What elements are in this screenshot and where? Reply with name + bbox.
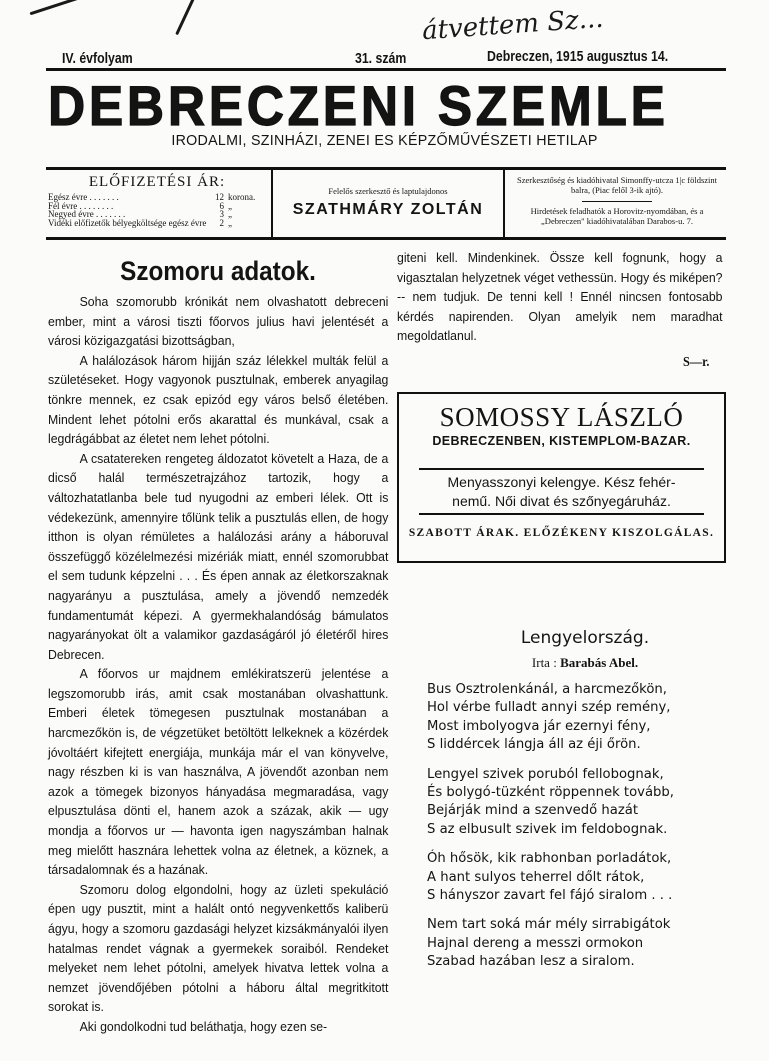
poem-line: Bus Osztrolenkánál, a harcmezőkön, — [427, 682, 667, 697]
subscription-box — [48, 174, 266, 236]
price-value: 12 — [215, 192, 224, 202]
volume-label: IV. évfolyam — [62, 50, 133, 67]
info-divider — [503, 170, 505, 237]
poem-stanza — [427, 916, 747, 971]
article-paragraph: giteni kell. Mindenkinek. Össze kell fognunk, hogy a vigasztalan helyzetnek véget vethessün. Hogy és miképen? -- nem tudjuk. De tenni kell ! Ennél nincsen fontosabb kérdés napirenden. Olyan amelyik nem maradhat megoldatlanul. — [397, 250, 723, 344]
article-paragraph: A főorvos ur majdnem emlékiratszerü jelentése a legszomorubb irás, amit csak mostanában olvashattunk. Emberi életek tömegesen pusztulnak mostanában a harcmezőkön is, de végzetüket betöltött lelkeknek a közérdek jóvoltáért kifejtett energiája, munkája már el van könyvelve, nagy részben ki is van használva, A jövendőt azonban nem azok a tömegek bizonyos hányadása megmaradása, vagy elpusztulása dönti el, hanem azok a százak, akik — ugy mondja a főorvos ur — havonta igen nagyszámban halnak meg mielőtt hasznára lehettek volna az életnek, a köznek, a társadalomnak és a hazának. — [48, 666, 389, 878]
subscription-title: ELŐFIZETÉSI ÁR: — [88, 174, 226, 190]
handwritten-stroke — [29, 0, 106, 15]
ad-location: DEBRECZENBEN, KISTEMPLOM-BAZAR. — [432, 434, 691, 448]
poem-line: Hajnal dereng a messzi ormokon — [427, 935, 644, 951]
poem-line: Lengyel szivek poruból fellobognak, — [427, 766, 664, 782]
article-title: Szomoru adatok. — [120, 256, 316, 286]
poem-line: Most imbolyogva jár ezernyi fény, — [427, 718, 651, 734]
article-paragraph: A csatatereken rengeteg áldozatot követelt a Haza, de a dicső halál természetrajzához tartozik, hogy a változhatatlanba bele tud nyugodni az emberi lélek. Ott is védekezünk, amennyire tőlünk telik a pusztulás ellen, de hogy itthon is olyan rémületes a halálozási arány a háboruval összefüggő közélelmezési mizériák miatt, ennél szomorubbat el sem tudunk képzelni . . . És épen annak az életkorszaknak nagyarányu a pusztulása, amely a jövendő nemzedék fundamentumát képezi. A gyermekhalandóság bámulatos nagyarányokat ölt a valamikor gazdaságáról jó életéről hires Debrecen. — [48, 450, 389, 662]
price-unit: „ — [228, 200, 232, 211]
article-paragraph: Soha szomorubb krónikát nem olvashatott debreceni ember, mint a városi tiszti főorvos julius havi jelentését a városi közigazgatási bizottságban, — [48, 294, 389, 349]
masthead-subtitle: IRODALMI, SZINHÁZI, ZENEI ES KÉPZŐMŰVÉSZETI HETILAP — [171, 132, 598, 149]
editor-label: Felelős szerkesztő és laptulajdonos — [328, 186, 448, 196]
info-divider — [271, 170, 273, 237]
poem-body — [427, 681, 747, 983]
article-signature: S—r. — [683, 353, 710, 369]
ad-footer: SZABOTT ÁRAK. ELŐZÉKENY KISZOLGÁLAS. — [408, 527, 715, 539]
place-date: Debreczen, 1915 augusztus 14. — [487, 48, 669, 65]
poem-line: S az elbusult szivek im feldobognak. — [427, 821, 668, 837]
poem-line: Bejárják mind a szenvedő hazát — [427, 803, 639, 819]
ad-description-line: nemű. Női divat és szőnyegáruház. — [452, 493, 671, 509]
price-label: Fél évre . . . . . . . . — [48, 200, 114, 211]
issue-number: 31. szám — [355, 50, 407, 67]
office-box — [508, 176, 726, 238]
ad-description-line: Menyasszonyi kelengye. Kész fehér- — [447, 474, 676, 490]
article-body — [48, 292, 388, 1037]
poem-line: Szabad hazában lesz a siralom. — [427, 954, 635, 970]
handwritten-note: átvettem Sz... — [421, 3, 605, 47]
price-label: Egész évre . . . . . . . — [48, 192, 119, 202]
poem-author: Barabás Abel. — [560, 655, 639, 670]
ad-description — [419, 468, 704, 515]
info-rule-top — [46, 167, 726, 170]
article-paragraph: Aki gondolkodni tud beláthatja, hogy ezen se- — [79, 1018, 328, 1034]
header-rule — [46, 68, 726, 71]
poem-line: S hányszor zavart fel fájó siralom . . . — [427, 888, 673, 904]
handwritten-stroke — [175, 0, 195, 35]
advertising-info: Hirdetések feladhatók a Horovitz-nyomdában, és a „Debreczen" kiadóhivatalában Darabos-u. 7. — [530, 206, 704, 226]
poem-line: S liddércek lángja áll az éji őrön. — [427, 737, 641, 753]
poem-title: Lengyelország. — [520, 628, 650, 648]
advertisement-box — [397, 392, 726, 563]
price-value: 6 — [219, 200, 224, 211]
poem-line: Nem tart soká már mély sirrabigátok — [427, 917, 671, 933]
article-continuation — [397, 248, 723, 372]
poem-stanza — [427, 850, 747, 905]
poem-author-line — [420, 655, 750, 671]
poem-stanza — [427, 681, 747, 755]
editor-box — [274, 172, 502, 234]
price-unit: „ — [228, 217, 232, 228]
poem-line: Hol vérbe fulladt annyi szép remény, — [427, 700, 671, 716]
editor-name: SZATHMÁRY ZOLTÁN — [292, 201, 484, 218]
poem-line: A hant sulyos teherrel dőlt rátok, — [427, 869, 645, 885]
price-unit: korona. — [228, 192, 256, 202]
poem-line: Óh hősök, kik rabhonban porladátok, — [427, 851, 672, 867]
price-value: 3 — [219, 209, 224, 219]
office-address: Szerkesztőség és kiadóhivatal Simonffy-utcza 1|c földszint balra, (Piac felől 3-ik ajtó). — [516, 175, 718, 195]
office-separator — [582, 201, 652, 202]
ad-company-name: SOMOSSY LÁSZLÓ — [439, 402, 684, 432]
article-paragraph: Szomoru dolog elgondolni, hogy az üzleti spekuláció épen ugy pusztit, mint a halált ontó negyvenkettős kaliberü ágyu, hogy a szomoru gazdasági helyzet kizsákmányalói ilyen hatalmas rendet vágnak a gyermekek soraiból. Rendeket melyeket nem lehet pótolni, amelyek hivatva lettek volna a nemzet jövendőjében pótolni a háboru által megritkitott sorokat is. — [48, 881, 389, 1015]
masthead-title: DEBRECZENI SZEMLE — [48, 74, 669, 137]
subscription-row — [48, 219, 266, 228]
poem-stanza — [427, 766, 747, 840]
price-label: Vidéki előfizetők bélyegköltsége egész évre — [48, 217, 207, 228]
price-unit: „ — [228, 209, 232, 219]
article-paragraph: A halálozások három hijján száz lélekkel multák felül a születéseket. Hogy vagyonok pusztulnak, emberek anyagilag tönkre mennek, ez csak epizód egy város belső életében. Mindent lehet pótolni erős akarattal és munkával, csak a legdrágábbat az életet nem lehet pótolni. — [48, 352, 389, 447]
author-prefix: Irta : — [531, 655, 557, 670]
price-label: Negyed évre . . . . . . . — [48, 209, 126, 219]
poem-line: És bolygó-tüzként röppennek tovább, — [427, 785, 674, 801]
price-value: 2 — [219, 217, 224, 228]
